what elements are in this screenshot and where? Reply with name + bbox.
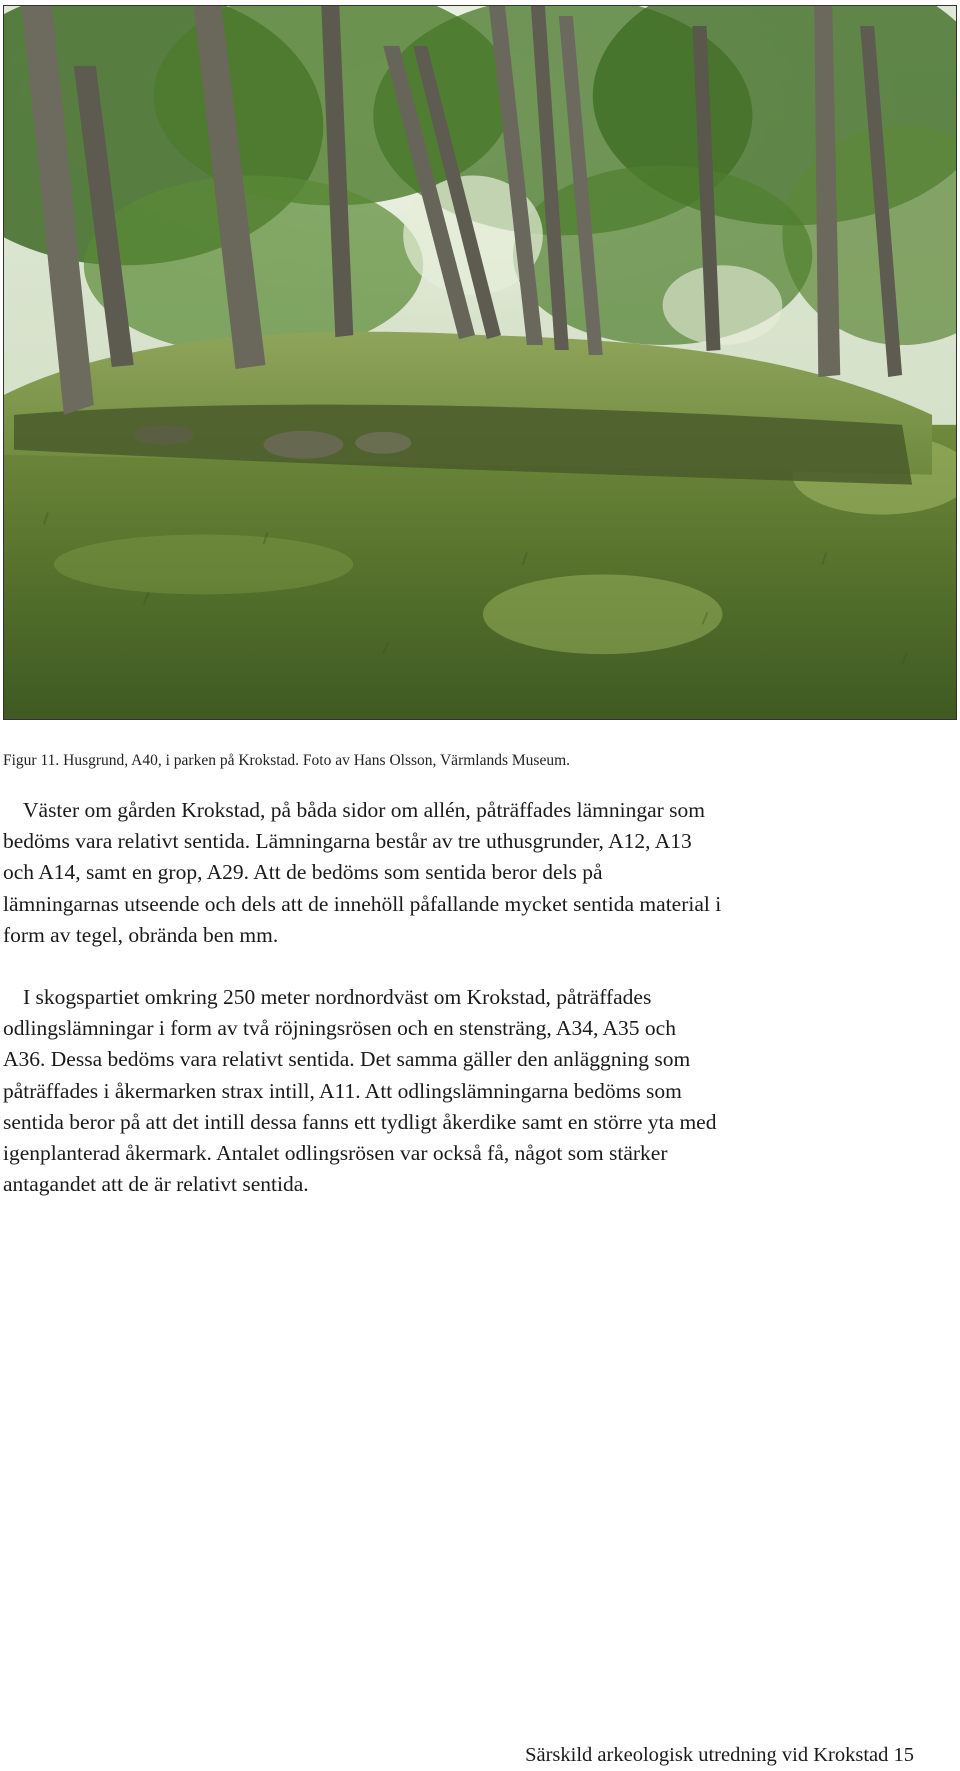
paragraph-line: A36. Dessa bedöms vara relativt sentida. Det samma gäller den anläggning som [3,1047,691,1072]
figure-photo [3,5,957,720]
page-footer [525,1744,914,1767]
figure-caption: Figur 11. Husgrund, A40, i parken på Krokstad. Foto av Hans Olsson, Värmlands Museum. [3,752,570,769]
paragraph-line: påträffades i åkermarken strax intill, A11. Att odlingslämningarna bedöms som [3,1078,682,1103]
paragraph-line: antagandet att de är relativt sentida. [3,1172,309,1197]
paragraph-line: Väster om gården Krokstad, på båda sidor om allén, påträffades lämningar som [23,798,706,822]
paragraph-line: bedöms vara relativt sentida. Lämningarna består av tre uthusgrunder, A12, A13 [3,829,692,854]
page-number: 15 [893,1744,914,1766]
paragraph-line: och A14, samt en grop, A29. Att de bedöms som sentida beror dels på [3,860,603,885]
paragraph-line: odlingslämningar i form av två röjningsrösen och en stensträng, A34, A35 och [3,1016,676,1041]
paragraph-line: I skogspartiet omkring 250 meter nordnordväst om Krokstad, påträffades [23,985,652,1009]
paragraph-line: sentida beror på att det intill dessa fanns ett tydligt åkerdike samt en större yta med [3,1109,717,1134]
paragraph-1 [3,795,953,951]
paragraph-line: igenplanterad åkermark. Antalet odlingsrösen var också få, något som stärker [3,1141,668,1166]
paragraph-line: form av tegel, obrända ben mm. [3,922,279,947]
running-title: Särskild arkeologisk utredning vid Krokstad [525,1744,889,1766]
paragraph-line: lämningarnas utseende och dels att de innehöll påfallande mycket sentida material i [3,891,722,916]
paragraph-2 [3,982,953,1200]
